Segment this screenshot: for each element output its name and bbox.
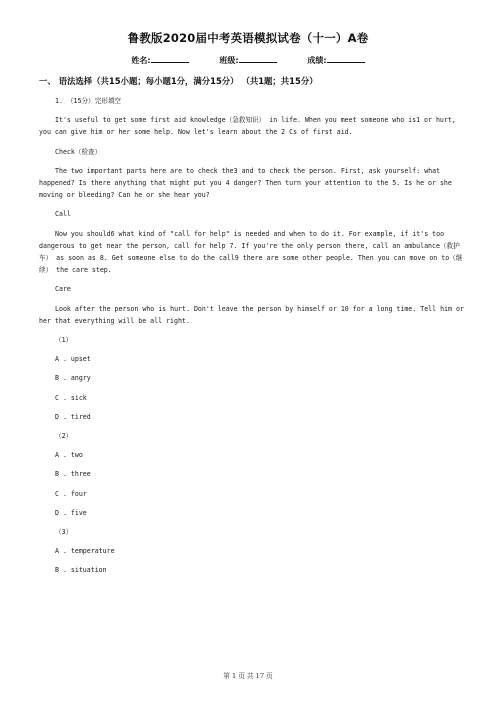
passage-subheading: Check（检查）: [55, 147, 102, 156]
student-info-fields: [0, 55, 496, 66]
passage-paragraph: The two important parts here are to check the3 and to check the person. First, ask yourself: what happened? Is there anything that might put you 4 danger? Then turn your attention to the 5. Is he or she moving or bleeding? Can he or she hear you?: [39, 166, 452, 200]
answer-option[interactable]: A . upset: [55, 355, 91, 364]
answer-option[interactable]: A . two: [55, 451, 83, 460]
subquestion-label: （2）: [55, 432, 73, 441]
answer-option[interactable]: C . four: [55, 489, 87, 498]
score-label: 成绩:: [307, 56, 327, 65]
section-heading: 一、 语法选择（共15小题；每小题1分，满分15分） （共1题；共15分）: [39, 76, 318, 86]
name-field[interactable]: [131, 55, 188, 66]
class-blank: [239, 55, 277, 63]
passage-subheading: Call: [55, 210, 71, 219]
passage-paragraph: It's useful to get some first aid knowledge（急救知识） in life. When you meet someone who is1 or hurt, you can give him or her some help. Now let's learn about the 2 Cs of first aid.: [39, 116, 456, 137]
passage-paragraph: Look after the person who is hurt. Don't leave the person by himself or 10 for a long time. Tell him or her that everything will be all right.: [39, 304, 464, 325]
answer-option[interactable]: D . tired: [55, 412, 91, 421]
question-number: 1. （15分）完形填空: [55, 97, 122, 105]
page-footer: 第 1 页 共 17 页: [223, 672, 273, 680]
answer-option[interactable]: B . angry: [55, 374, 91, 383]
answer-option[interactable]: B . situation: [55, 566, 107, 575]
class-field[interactable]: [219, 55, 276, 66]
answer-option[interactable]: C . sick: [55, 393, 87, 402]
answer-option[interactable]: B . three: [55, 470, 91, 479]
subquestion-label: （1）: [55, 336, 73, 345]
class-label: 班级:: [219, 56, 239, 65]
page-title: 鲁教版2020届中考英语模拟试卷（十一）A卷: [127, 31, 369, 45]
passage-paragraph: Now you should6 what kind of "call for help" is needed and when to do it. For example, if it's too dangerous to get near the person, call for help 7. If you're the only person there, call an ambulance（救护车） as soon as 8. Get someone else to do the call9 there are some other people. Then you can move on to（继续） the care step.: [39, 229, 463, 275]
passage-subheading: Care: [55, 285, 71, 294]
answer-option[interactable]: A . temperature: [55, 547, 115, 556]
subquestion-label: （3）: [55, 528, 73, 537]
score-field[interactable]: [307, 55, 364, 66]
name-label: 姓名:: [131, 56, 151, 65]
answer-option[interactable]: D . five: [55, 508, 87, 517]
score-blank: [327, 55, 365, 63]
name-blank: [151, 55, 189, 63]
question-body: [39, 95, 465, 577]
